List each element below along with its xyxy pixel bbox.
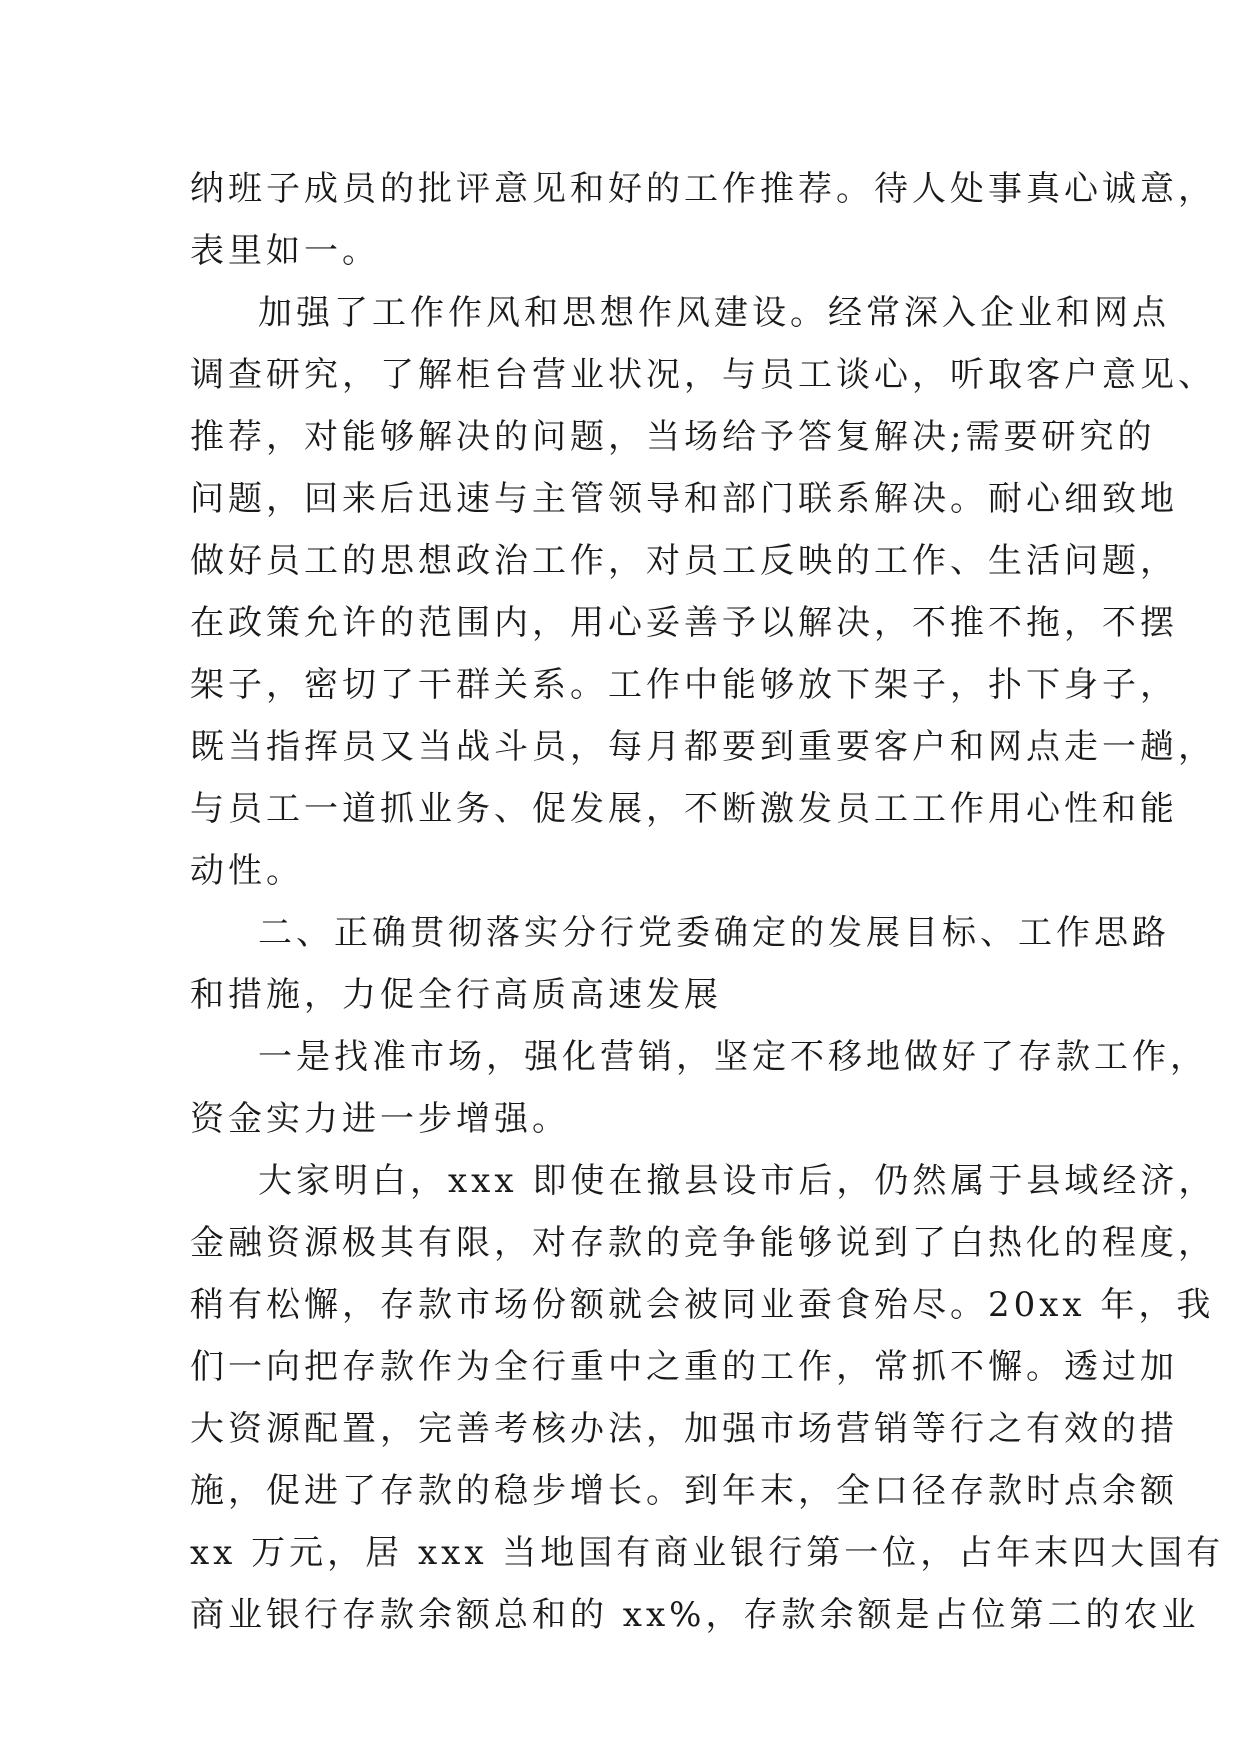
text-line: 纳班子成员的批评意见和好的工作推荐。待人处事真心诚意， <box>190 169 1216 209</box>
text-line: 大家明白，xxx 即使在撤县设市后，仍然属于县域经济， <box>258 1161 1217 1201</box>
text-line: 动性。 <box>190 851 304 891</box>
text-line: 金融资源极其有限，对存款的竞争能够说到了白热化的程度， <box>190 1223 1216 1263</box>
text-line: 稍有松懈，存款市场份额就会被同业蚕食殆尽。20xx 年，我 <box>190 1285 1215 1325</box>
document-body <box>190 158 1225 1646</box>
text-line: 问题，回来后迅速与主管领导和部门联系解决。耐心细致地 <box>190 479 1178 519</box>
text-line: 商业银行存款余额总和的 xx%，存款余额是占位第二的农业 <box>190 1595 1200 1635</box>
text-line: 在政策允许的范围内，用心妥善予以解决，不推不拖，不摆 <box>190 603 1178 643</box>
section-heading-line: 和措施，力促全行高质高速发展 <box>190 975 722 1015</box>
section-heading-line: 二、正确贯彻落实分行党委确定的发展目标、工作思路 <box>258 913 1170 953</box>
text-line: xx 万元，居 xxx 当地国有商业银行第一位，占年末四大国有 <box>190 1533 1225 1573</box>
text-line: 施，促进了存款的稳步增长。到年末，全口径存款时点余额 <box>190 1471 1178 1511</box>
text-line: 们一向把存款作为全行重中之重的工作，常抓不懈。透过加 <box>190 1347 1178 1387</box>
text-line: 推荐，对能够解决的问题，当场给予答复解决;需要研究的 <box>190 417 1156 457</box>
text-line: 表里如一。 <box>190 231 380 271</box>
text-line: 加强了工作作风和思想作风建设。经常深入企业和网点 <box>258 293 1170 333</box>
text-line: 与员工一道抓业务、促发展，不断激发员工工作用心性和能 <box>190 789 1178 829</box>
text-line: 架子，密切了干群关系。工作中能够放下架子，扑下身子， <box>190 665 1178 705</box>
text-line: 资金实力进一步增强。 <box>190 1099 570 1139</box>
text-line: 做好员工的思想政治工作，对员工反映的工作、生活问题， <box>190 541 1178 581</box>
text-line: 一是找准市场，强化营销，坚定不移地做好了存款工作， <box>258 1037 1208 1077</box>
text-line: 既当指挥员又当战斗员，每月都要到重要客户和网点走一趟， <box>190 727 1216 767</box>
text-line: 调查研究，了解柜台营业状况，与员工谈心，听取客户意见、 <box>190 355 1216 395</box>
text-line: 大资源配置，完善考核办法，加强市场营销等行之有效的措 <box>190 1409 1178 1449</box>
